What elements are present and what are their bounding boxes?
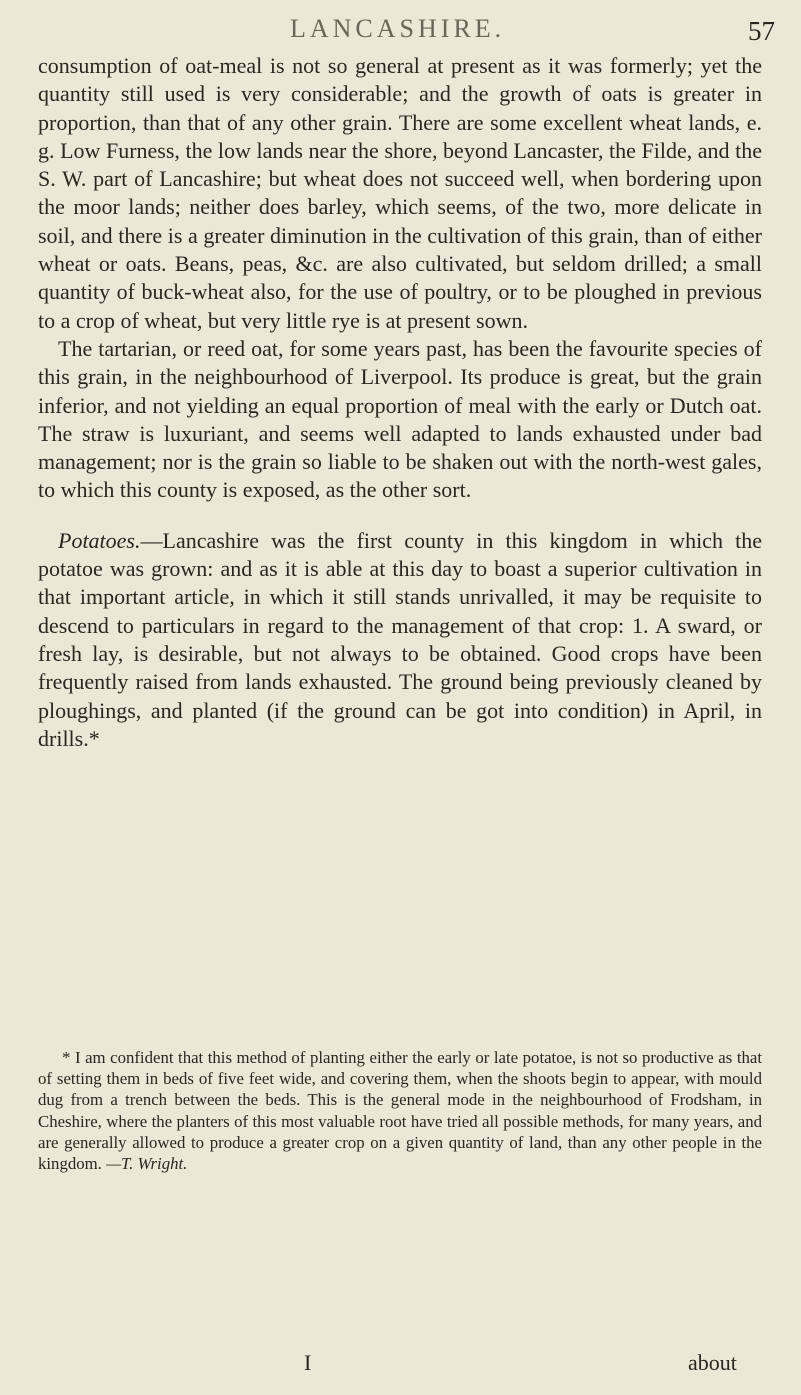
footnote-text: I am confident that this method of planting either the early or late potatoe, is not so productive as that of setting them in beds of five feet wide, and covering them, when the shoots begin to appear, with mould dug from a trench between the beds. This is the general mode in the neighbourhood of Frodsham, in Cheshire, where the planters of this most valuable root have tried all possible methods, for many years, and are generally allowed to produce a greater crop on a given quantity of land, than any other people in the kingdom. <box>38 1048 762 1174</box>
footnote-mark: * <box>62 1048 71 1067</box>
signature-mark: I <box>304 1350 312 1375</box>
catchword: about <box>688 1350 737 1375</box>
page-number: 57 <box>748 16 775 46</box>
footnote-signature: —T. Wright. <box>106 1154 188 1174</box>
body-text <box>38 52 762 753</box>
footnote <box>38 1047 762 1174</box>
paragraph-oats-consumption: consumption of oat-meal is not so general at present as it was formerly; yet the quantity still used is very considerable; and the growth of oats is greater in proportion, than that of any other grain. There are some excellent wheat lands, e. g. Low Furness, the low lands near the shore, beyond Lancaster, the Filde, and the S. W. part of Lancashire; but wheat does not succeed well, when bordering upon the moor lands; neither does barley, which seems, of the two, more delicate in soil, and there is a greater diminution in the cultivation of this grain, than of either wheat or oats. Beans, peas, &c. are also cultivated, but seldom drilled; a small quantity of buck-wheat also, for the use of poultry, or to be ploughed in previous to a crop of wheat, but very little rye is at present sown. <box>38 53 762 333</box>
paragraph-tartarian-oat: The tartarian, or reed oat, for some years past, has been the favourite species of this grain, in the neighbourhood of Liverpool. Its produce is great, but the grain inferior, and not yielding an equal proportion of meal with the early or Dutch oat. The straw is luxuriant, and seems well adapted to lands exhausted under bad management; nor is the grain so liable to be shaken out with the north-west gales, to which this county is exposed, as the other sort. <box>38 335 762 503</box>
paragraph-potatoes-text: —Lancashire was the first county in this kingdom in which the potatoe was grown: and as it is able at this day to boast a superior cultivation in that important article, in which it still stands unrivalled, it may be requisite to descend to particulars in regard to the management of that crop: 1. A sward, or fresh lay, is desirable, but not always to be obtained. Good crops have been frequently raised from lands exhausted. The ground being previously cleaned by ploughings, and planted (if the ground can be got into condition) in April, in drills.* <box>38 527 762 751</box>
page-header <box>0 10 801 50</box>
section-heading-potatoes: Potatoes. <box>58 527 141 553</box>
running-head: LANCASHIRE. <box>290 14 506 43</box>
paragraph-potatoes <box>38 527 762 753</box>
